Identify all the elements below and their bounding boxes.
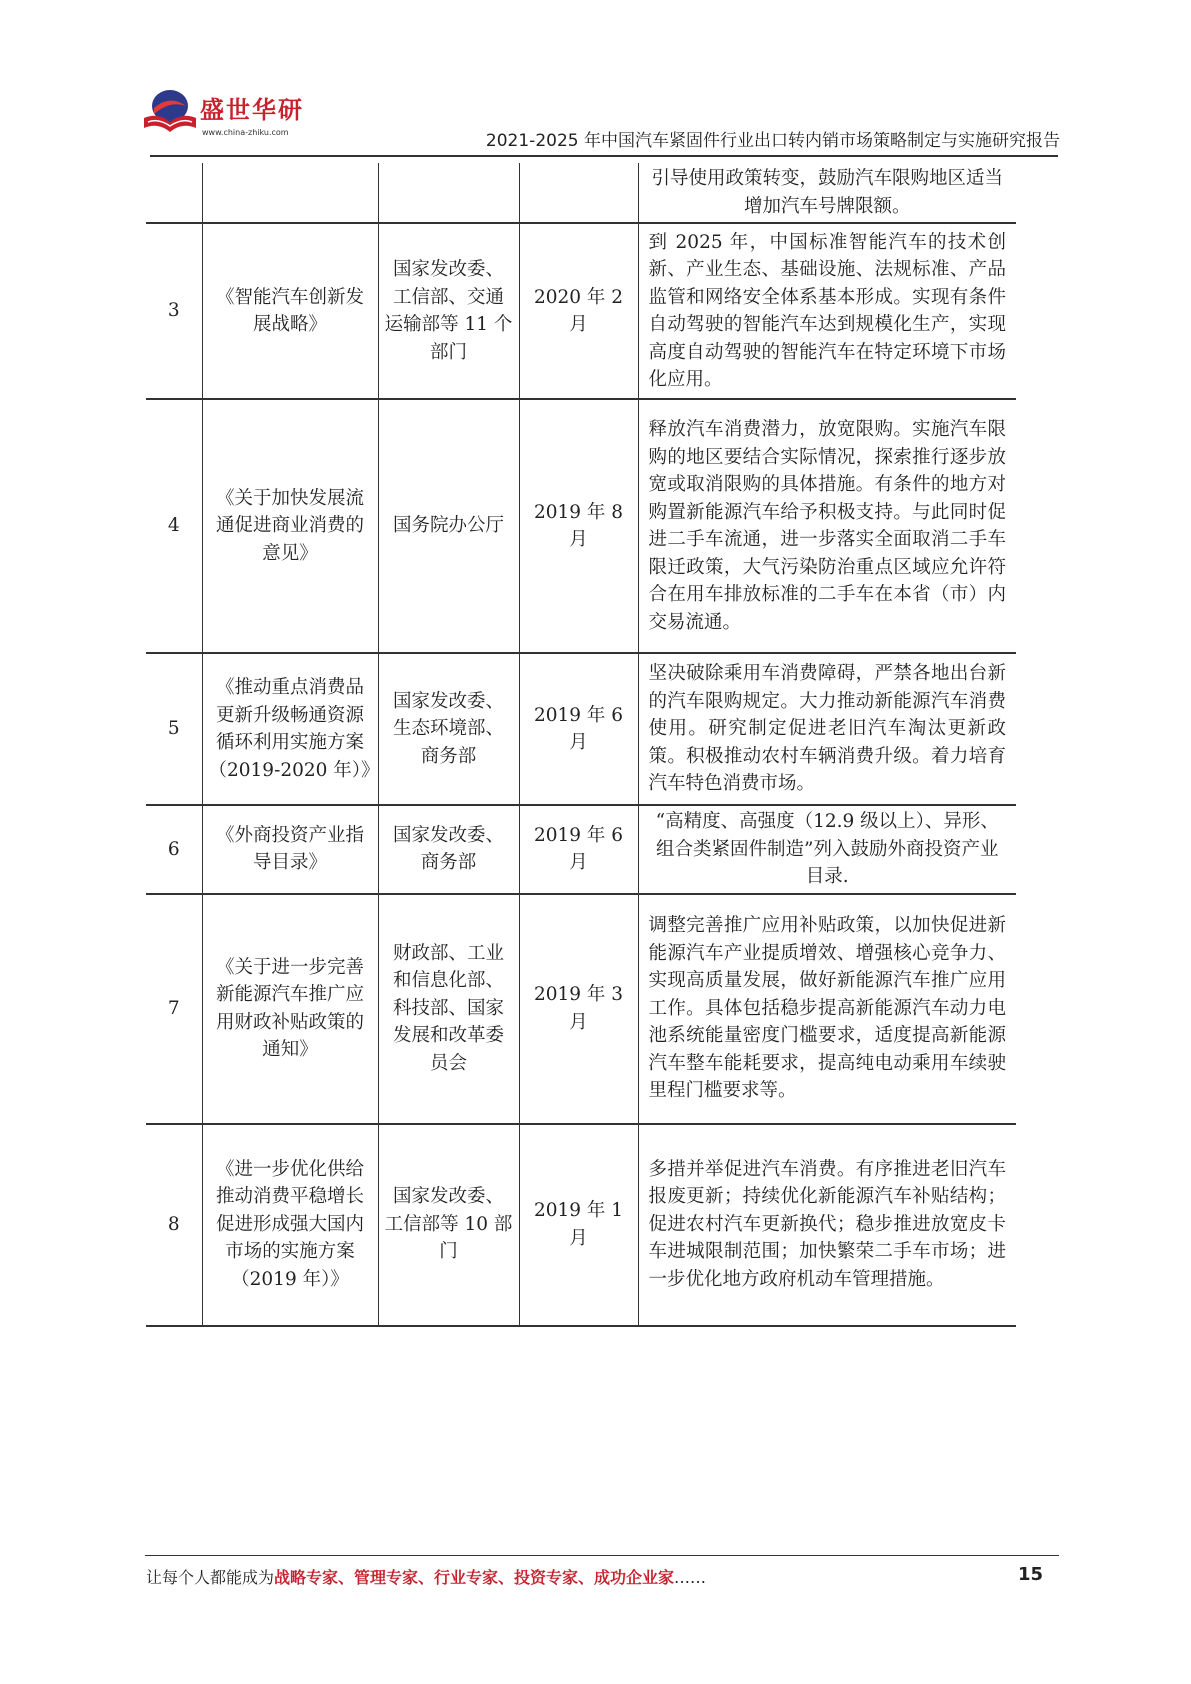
table-row	[146, 1124, 1016, 1326]
table-row	[146, 399, 1016, 653]
slogan-highlight: 战略专家、管理专家、行业专家、投资专家、成功企业家	[274, 1568, 675, 1587]
cell-content: 到 2025 年，中国标准智能汽车的技术创新、产业生态、基础设施、法规标准、产品监管和网络安全体系基本形成。实现有条件自动驾驶的智能汽车达到规模化生产，实现高度自动驾驶的智能汽车在特定环境下市场化应用。	[638, 223, 1016, 399]
cell-department	[378, 163, 519, 223]
cell-number: 8	[146, 1124, 202, 1326]
cell-date: 2019 年 8 月	[519, 399, 638, 653]
cell-policy-name: 《关于加快发展流通促进商业消费的意见》	[202, 399, 378, 653]
cell-number: 6	[146, 805, 202, 894]
cell-department: 国家发改委、商务部	[378, 805, 519, 894]
open-book-logo-icon	[140, 84, 202, 140]
cell-department: 国家发改委、工信部等 10 部门	[378, 1124, 519, 1326]
table-row	[146, 805, 1016, 894]
table-row	[146, 653, 1016, 805]
logo-url: www.china-zhiku.com	[202, 128, 289, 137]
cell-policy-name: 《关于进一步完善新能源汽车推广应用财政补贴政策的通知》	[202, 894, 378, 1124]
cell-policy-name: 《智能汽车创新发展战略》	[202, 223, 378, 399]
cell-content: 引导使用政策转变，鼓励汽车限购地区适当增加汽车号牌限额。	[638, 163, 1016, 223]
slogan-suffix: ……	[674, 1568, 707, 1587]
cell-number	[146, 163, 202, 223]
cell-number: 7	[146, 894, 202, 1124]
table-row	[146, 223, 1016, 399]
company-logo	[140, 84, 310, 148]
cell-number: 5	[146, 653, 202, 805]
cell-date: 2019 年 6 月	[519, 805, 638, 894]
cell-policy-name: 《外商投资产业指导目录》	[202, 805, 378, 894]
cell-policy-name	[202, 163, 378, 223]
cell-department: 财政部、工业和信息化部、科技部、国家发展和改革委员会	[378, 894, 519, 1124]
report-title: 2021-2025 年中国汽车紧固件行业出口转内销市场策略制定与实施研究报告	[485, 131, 1060, 151]
cell-content: 坚决破除乘用车消费障碍，严禁各地出台新的汽车限购规定。大力推动新能源汽车消费使用。研究制定促进老旧汽车淘汰更新政策。积极推动农村车辆消费升级。着力培育汽车特色消费市场。	[638, 653, 1016, 805]
page-number: 15	[1018, 1564, 1044, 1585]
cell-policy-name: 《推动重点消费品更新升级畅通资源循环利用实施方案（2019-2020 年）》	[202, 653, 378, 805]
cell-date: 2020 年 2 月	[519, 223, 638, 399]
cell-content: 多措并举促进汽车消费。有序推进老旧汽车报废更新；持续优化新能源汽车补贴结构；促进农村汽车更新换代；稳步推进放宽皮卡车进城限制范围；加快繁荣二手车市场；进一步优化地方政府机动车管理措施。	[638, 1124, 1016, 1326]
table-row	[146, 894, 1016, 1124]
table-row	[146, 163, 1016, 223]
logo-name: 盛世华研	[200, 96, 304, 124]
cell-department: 国家发改委、工信部、交通运输部等 11 个部门	[378, 223, 519, 399]
cell-number: 4	[146, 399, 202, 653]
cell-policy-name: 《进一步优化供给推动消费平稳增长促进形成强大国内市场的实施方案（2019 年）》	[202, 1124, 378, 1326]
cell-date: 2019 年 3 月	[519, 894, 638, 1124]
cell-department: 国家发改委、生态环境部、商务部	[378, 653, 519, 805]
cell-date	[519, 163, 638, 223]
cell-date: 2019 年 6 月	[519, 653, 638, 805]
cell-content: 调整完善推广应用补贴政策，以加快促进新能源汽车产业提质增效、增强核心竞争力、实现高质量发展，做好新能源汽车推广应用工作。具体包括稳步提高新能源汽车动力电池系统能量密度门槛要求，适度提高新能源汽车整车能耗要求，提高纯电动乘用车续驶里程门槛要求等。	[638, 894, 1016, 1124]
cell-content: “高精度、高强度（12.9 级以上）、异形、组合类紧固件制造”列入鼓励外商投资产业目录.	[638, 805, 1016, 894]
cell-date: 2019 年 1 月	[519, 1124, 638, 1326]
cell-department: 国务院办公厅	[378, 399, 519, 653]
cell-content: 释放汽车消费潜力，放宽限购。实施汽车限购的地区要结合实际情况，探索推行逐步放宽或取消限购的具体措施。有条件的地方对购置新能源汽车给予积极支持。与此同时促进二手车流通，进一步落实全面取消二手车限迁政策，大气污染防治重点区域应允许符合在用车排放标准的二手车在本省（市）内交易流通。	[638, 399, 1016, 653]
slogan-prefix: 让每个人都能成为	[146, 1568, 275, 1587]
policy-table	[146, 163, 1016, 1327]
header-divider	[150, 155, 1058, 157]
page-header	[0, 0, 1191, 160]
footer-divider	[145, 1555, 1059, 1556]
footer-slogan	[146, 1565, 706, 1588]
cell-number: 3	[146, 223, 202, 399]
